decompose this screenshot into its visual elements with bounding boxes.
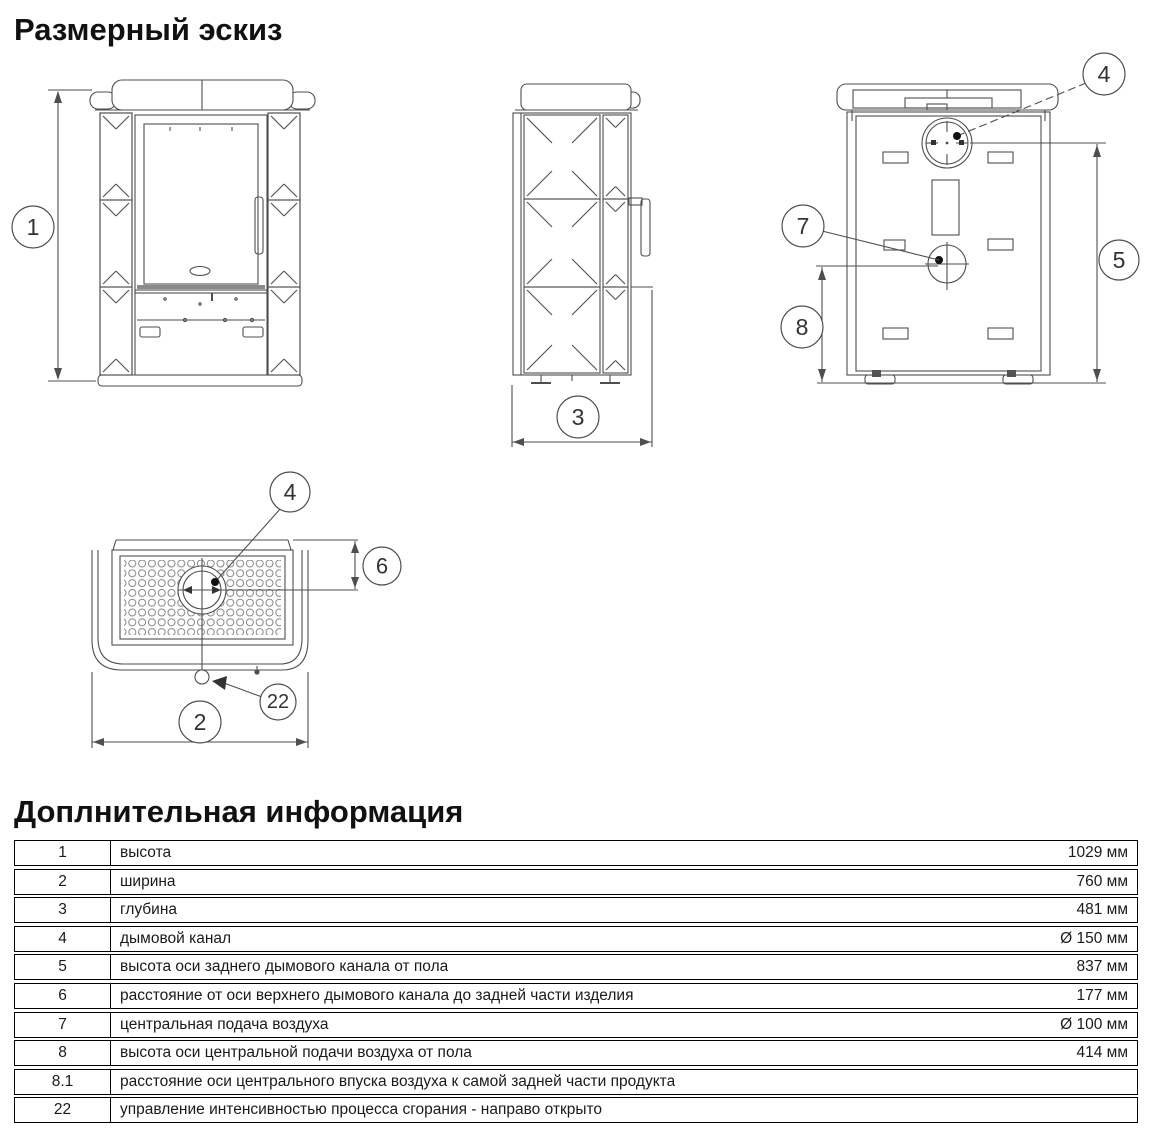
- callout-1-height: [12, 206, 54, 248]
- row-value: Ø 100 мм: [1060, 1015, 1128, 1033]
- row-description: высота: [120, 844, 172, 861]
- callout-4-flue: [1083, 53, 1125, 95]
- row-description: высота оси заднего дымового канала от пола: [120, 958, 449, 976]
- pointer-arrow: [212, 676, 227, 690]
- door-handle: [255, 197, 263, 254]
- row-description: расстояние оси центрального впуска воздуха к самой задней части продукта: [120, 1072, 676, 1090]
- row-description: управление интенсивностью процесса сгорания - направо открыто: [120, 1101, 603, 1119]
- callout-5-rear-flue-height: [1099, 240, 1139, 280]
- row-number: 8: [15, 1041, 111, 1065]
- row-value: 760 мм: [1076, 872, 1128, 890]
- row-number: 6: [15, 984, 111, 1008]
- additional-info-table: [14, 840, 1138, 1126]
- front-view-drawing: [12, 80, 315, 386]
- row-number: 2: [15, 870, 111, 894]
- dimension-air-height: [816, 266, 938, 382]
- row-description: глубина: [120, 901, 177, 919]
- top-view-drawing: [92, 472, 401, 748]
- callout-4-flue-top: [270, 472, 310, 512]
- table-row: [14, 1069, 1138, 1095]
- svg-text:2: 2: [193, 709, 207, 735]
- vent-slot: [140, 327, 160, 337]
- row-value: 1029 мм: [1067, 844, 1128, 861]
- row-number: 22: [15, 1098, 111, 1122]
- row-value: 837 мм: [1076, 958, 1128, 976]
- table-row: [14, 954, 1138, 980]
- svg-text:4: 4: [1097, 61, 1111, 87]
- table-row: [14, 1040, 1138, 1066]
- svg-text:1: 1: [26, 214, 40, 240]
- vent-slot: [988, 239, 1013, 250]
- table-row: [14, 1012, 1138, 1038]
- svg-text:5: 5: [1112, 247, 1126, 273]
- table-row: [14, 897, 1138, 923]
- vent-slot: [988, 328, 1013, 339]
- callout-7-air-supply: [782, 205, 824, 247]
- table-row: [14, 983, 1138, 1009]
- callout-8-air-height: [781, 306, 823, 348]
- row-description: расстояние от оси верхнего дымового канала до задней части изделия: [120, 986, 634, 1004]
- brand-logo: [190, 267, 210, 276]
- table-row: [14, 869, 1138, 895]
- row-number: 7: [15, 1013, 111, 1037]
- callout-6-flue-offset: [363, 547, 401, 585]
- callout-3-depth: [557, 396, 599, 438]
- row-number: 8.1: [15, 1070, 111, 1094]
- row-value: 177 мм: [1076, 986, 1128, 1004]
- callout-22-control: [260, 684, 296, 720]
- row-description: ширина: [120, 872, 176, 890]
- front-bottom-panel: [135, 290, 267, 375]
- table-row: [14, 1097, 1138, 1123]
- door-handle-side: [641, 199, 650, 256]
- page-title: Размерный эскиз: [14, 12, 283, 47]
- table-section-title: Доплнительная информация: [14, 794, 464, 829]
- svg-text:3: 3: [571, 404, 585, 430]
- row-description: дымовой канал: [120, 929, 232, 947]
- row-number: 3: [15, 898, 111, 922]
- row-value: Ø 150 мм: [1060, 929, 1128, 947]
- svg-text:7: 7: [796, 213, 810, 239]
- row-description: центральная подача воздуха: [120, 1015, 329, 1033]
- svg-text:4: 4: [283, 479, 297, 505]
- table-row: [14, 926, 1138, 952]
- row-value: 481 мм: [1076, 901, 1128, 919]
- flue-outlet: [922, 118, 972, 168]
- row-description: высота оси центральной подачи воздуха от пола: [120, 1044, 472, 1062]
- air-control-knob: [195, 670, 209, 684]
- row-value: 414 мм: [1076, 1044, 1128, 1062]
- table-row: [14, 840, 1138, 866]
- svg-text:22: 22: [266, 691, 290, 713]
- callout-2-width: [179, 701, 221, 743]
- side-view-drawing: [512, 84, 653, 447]
- svg-text:6: 6: [375, 553, 389, 579]
- vent-slot: [988, 152, 1013, 163]
- base-plinth: [98, 375, 302, 386]
- vent-slot: [883, 328, 908, 339]
- stove-door: [135, 115, 267, 293]
- row-number: 1: [15, 841, 111, 865]
- dimension-height: [48, 90, 96, 381]
- rear-view-drawing: [781, 53, 1139, 384]
- feet: [531, 375, 620, 383]
- vent-slot: [883, 152, 908, 163]
- svg-text:8: 8: [795, 314, 809, 340]
- row-number: 4: [15, 927, 111, 951]
- vent-slot: [243, 327, 263, 337]
- row-number: 5: [15, 955, 111, 979]
